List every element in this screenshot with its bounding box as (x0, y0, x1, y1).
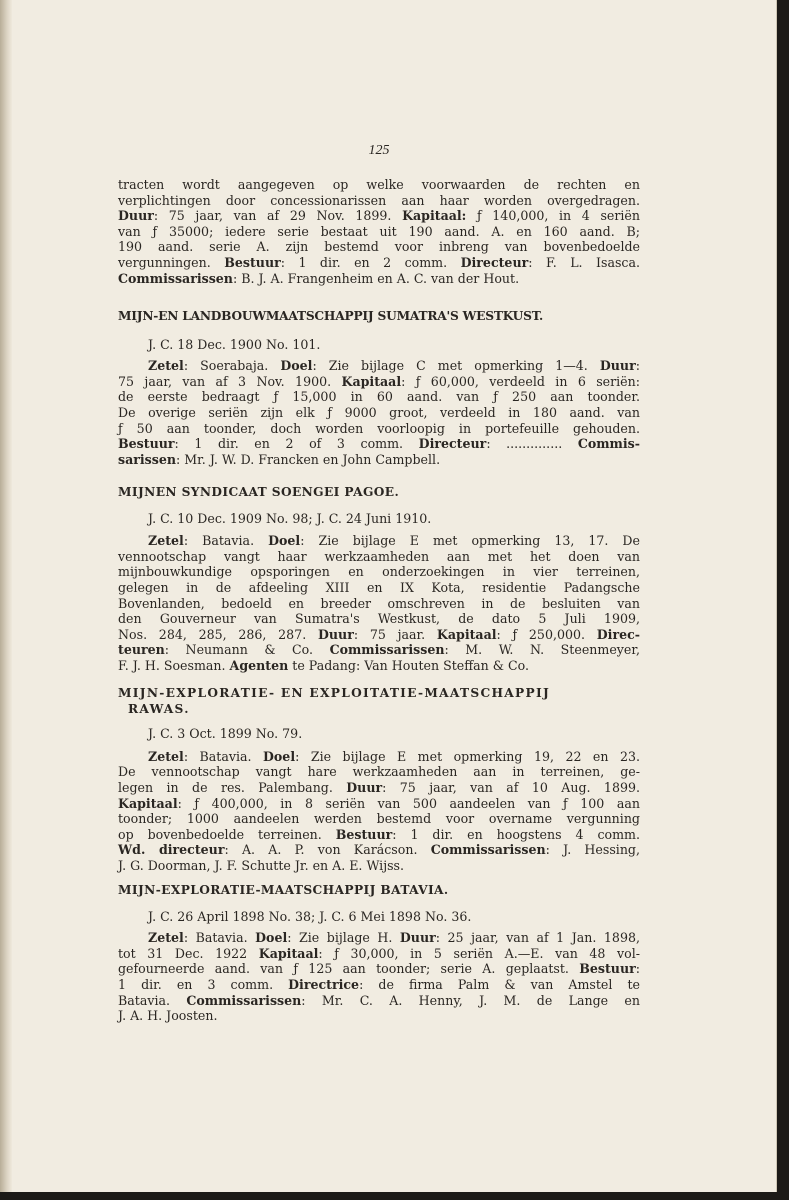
text-line: teuren: Neumann & Co. Commissarissen: M. W. N. Steenmeyer, (118, 642, 640, 658)
text-line: gelegen in de afdeeling XIII en IX Kota, residentie Padangsche (118, 579, 640, 595)
run-in-label: Bestuur (335, 826, 393, 842)
text-line: tracten wordt aangegeven op welke voorwaarden de rechten en (118, 177, 640, 192)
text-line: tot 31 Dec. 1922 Kapitaal: ƒ 30,000, in 5 seriën A.—E. van 48 vol- (118, 945, 640, 961)
run-in-label: Kapitaal (341, 373, 402, 389)
section-mijn-exploratie-rawas (118, 686, 640, 874)
text-line: legen in de res. Palembang. Duur: 75 jaar, van af 10 Aug. 1899. (118, 779, 640, 795)
section-heading-line: MIJN-EXPLORATIE-MAATSCHAPPIJ BATAVIA. (118, 883, 449, 897)
section-heading (118, 686, 640, 717)
section-heading (118, 485, 640, 501)
run-in-label: Kapitaal (436, 626, 497, 642)
run-in-label: Directrice (288, 976, 360, 992)
run-in-label: Duur (599, 358, 636, 374)
page-number: 125 (368, 143, 390, 158)
section-heading-line: MIJN-EXPLORATIE- EN EXPLOITATIE-MAATSCHAPPIJ (118, 686, 551, 700)
run-in-label: Commissarissen (329, 642, 445, 658)
text-line: toonder; 1000 aandeelen werden bestemd voor overname vergunning (118, 811, 640, 827)
text-line: Zetel: Batavia. Doel: Zie bijlage E met opmerking 13, 17. De (148, 533, 640, 549)
run-in-label: Agenten (229, 657, 289, 673)
section-mijn-en-landbouw (118, 309, 640, 467)
run-in-label: Doel (280, 358, 313, 374)
text-line: Wd. directeur: A. A. P. von Karácson. Commissarissen: J. Hessing, (118, 842, 640, 858)
run-in-label: Directeur (418, 436, 487, 452)
text-line: de eerste bedraagt ƒ 15,000 in 60 aand. van ƒ 250 aan toonder. (118, 389, 640, 405)
text-line: sarissen: Mr. J. W. D. Francken en John Campbell. (118, 451, 441, 467)
section-heading-line: MIJN-EN LANDBOUWMAATSCHAPPIJ SUMATRA'S WESTKUST. (118, 309, 544, 323)
text-line: Nos. 284, 285, 286, 287. Duur: 75 jaar. Kapitaal: ƒ 250,000. Direc- (118, 626, 641, 642)
run-in-label: Doel (255, 930, 288, 946)
text-line: J. A. H. Joosten. (118, 1008, 218, 1024)
run-in-label: Directeur (460, 254, 529, 270)
text-line: mijnbouwkundige opsporingen en onderzoekingen in vier terreinen, (118, 564, 640, 580)
run-in-label: Bestuur (118, 436, 175, 452)
text-line: Kapitaal: ƒ 400,000, in 8 seriën van 500 aandeelen van ƒ 100 aan (118, 795, 640, 811)
text-line: vennootschap vangt haar werkzaamheden aan met het doen van (118, 548, 640, 564)
text-line: Bestuur: 1 dir. en 2 of 3 comm. Directeur: .............. Commis- (118, 436, 640, 452)
run-in-label: Zetel (148, 748, 184, 764)
section-reference: J. C. 3 Oct. 1899 No. 79. (148, 726, 303, 742)
intro-paragraph (118, 177, 640, 286)
text-line: verplichtingen door concessionarissen aan haar worden overgedragen. (118, 192, 640, 208)
run-in-label: Commis- (577, 436, 640, 452)
run-in-label: Duur (346, 779, 383, 795)
text-line: op bovenbedoelde terreinen. Bestuur: 1 dir. en hoogstens 4 comm. (118, 826, 640, 842)
text-line: Zetel: Batavia. Doel: Zie bijlage E met opmerking 19, 22 en 23. (148, 748, 640, 764)
run-in-label: Commissarissen (430, 842, 546, 858)
text-line: De overige seriën zijn elk ƒ 9000 groot, verdeeld in 180 aand. van (118, 404, 640, 420)
text-line: Duur: 75 jaar, van af 29 Nov. 1899. Kapitaal: ƒ 140,000, in 4 seriën (118, 208, 640, 224)
run-in-label: Kapitaal (258, 945, 319, 961)
section-heading (118, 883, 640, 899)
text-line: Zetel: Soerabaja. Doel: Zie bijlage C met opmerking 1—4. Duur: (148, 358, 640, 374)
run-in-label: Commissarissen (186, 992, 302, 1008)
text-line: J. G. Doorman, J. F. Schutte Jr. en A. E. Wijss. (118, 857, 405, 873)
section-reference: J. C. 10 Dec. 1909 No. 98; J. C. 24 Juni 1910. (148, 510, 432, 526)
run-in-label: Zetel (148, 930, 184, 946)
run-in-label: Duur (118, 208, 154, 224)
text-line: den Gouverneur van Sumatra's Westkust, de dato 5 Juli 1909, (118, 611, 640, 627)
text-line: 75 jaar, van af 3 Nov. 1900. Kapitaal: ƒ 60,000, verdeeld in 6 seriën: (118, 373, 640, 389)
text-line: 190 aand. serie A. zijn bestemd voor inbreng van bovenbedoelde (118, 239, 640, 255)
run-in-label: Kapitaal: (402, 208, 467, 224)
run-in-label: Doel (262, 748, 296, 764)
text-line: vergunningen. Bestuur: 1 dir. en 2 comm. Directeur: F. L. Isasca. (118, 254, 640, 270)
text-line: Bovenlanden, bedoeld en breeder omschreven in de besluiten van (118, 595, 640, 611)
section-heading-line: MIJNEN SYNDICAAT SOENGEI PAGOE. (118, 485, 400, 499)
text-line: Commissarissen: B. J. A. Frangenheim en A. C. van der Hout. (118, 270, 520, 286)
run-in-label: Direc- (596, 626, 641, 642)
run-in-label: Commissarissen (118, 270, 233, 286)
section-reference: J. C. 18 Dec. 1900 No. 101. (148, 336, 321, 352)
run-in-label: Duur (317, 626, 354, 642)
section-mijn-exploratie-batavia (118, 883, 640, 1024)
text-line: ƒ 50 aan toonder, doch worden voorloopig in portefeuille gehouden. (118, 420, 640, 436)
section-reference: J. C. 26 April 1898 No. 38; J. C. 6 Mei 1898 No. 36. (148, 908, 472, 924)
text-line: F. J. H. Soesman. Agenten te Padang: Van Houten Steffan & Co. (118, 657, 529, 673)
run-in-label: Kapitaal (118, 795, 178, 811)
run-in-label: Wd. directeur (118, 842, 225, 858)
text-line: Batavia. Commissarissen: Mr. C. A. Henny, J. M. de Lange en (118, 992, 640, 1008)
run-in-label: teuren (118, 642, 165, 658)
page-binding (0, 0, 12, 1192)
text-line: gefourneerde aand. van ƒ 125 aan toonder; serie A. geplaatst. Bestuur: (118, 961, 640, 977)
run-in-label: Zetel (148, 358, 184, 374)
text-line: 1 dir. en 3 comm. Directrice: de firma Palm & van Amstel te (118, 976, 640, 992)
text-line: van ƒ 35000; iedere serie bestaat uit 190 aand. A. en 160 aand. B; (118, 223, 640, 239)
run-in-label: Bestuur (224, 254, 281, 270)
section-heading-line: RAWAS. (128, 701, 190, 716)
section-heading (118, 309, 640, 325)
run-in-label: Duur (399, 930, 436, 946)
section-mijnen-syndicaat (118, 485, 640, 674)
run-in-label: Zetel (148, 533, 184, 549)
text-line: Zetel: Batavia. Doel: Zie bijlage H. Duur: 25 jaar, van af 1 Jan. 1898, (148, 930, 640, 946)
run-in-label: sarissen (118, 451, 177, 467)
run-in-label: Bestuur (579, 961, 636, 977)
text-line: De vennootschap vangt hare werkzaamheden aan in terreinen, ge- (118, 764, 640, 780)
run-in-label: Doel (268, 533, 301, 549)
